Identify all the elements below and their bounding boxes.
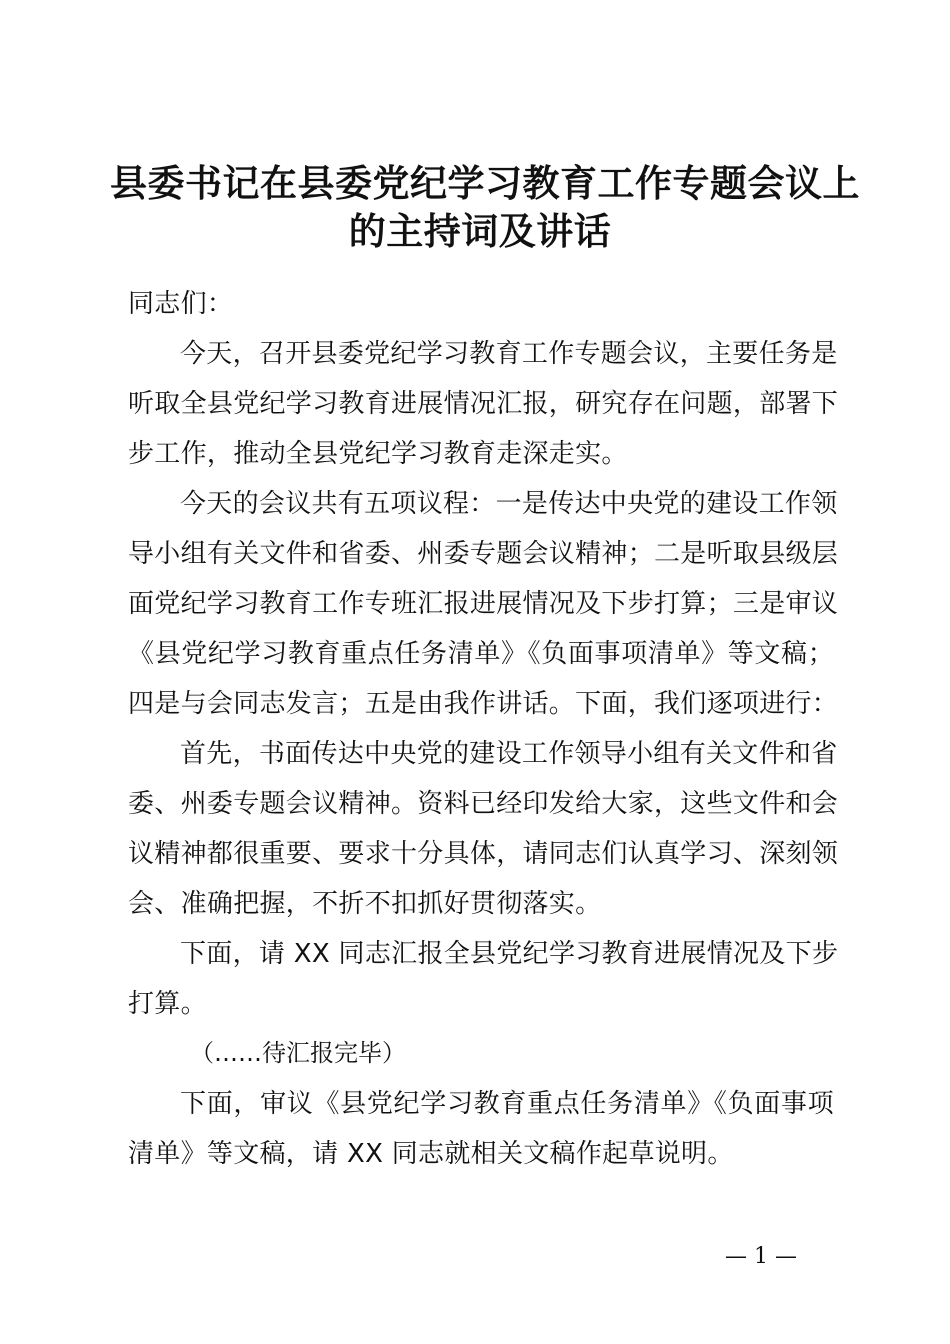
document-title-line-2: 的主持词及讲话 <box>348 210 612 253</box>
paragraph-line: 听取全县党纪学习教育进展情况汇报，研究存在问题，部署下 <box>128 389 839 419</box>
paragraph-line: 下面，请 XX 同志汇报全县党纪学习教育进展情况及下步 <box>180 939 839 969</box>
paragraph-line: 首先，书面传达中央党的建设工作领导小组有关文件和省 <box>180 739 838 769</box>
bracket-note: （……待汇报完毕） <box>190 1039 406 1067</box>
paragraph-line: 下面，审议《县党纪学习教育重点任务清单》《负面事项 <box>180 1089 834 1119</box>
paragraph-line: 会、准确把握，不折不扣抓好贯彻落实。 <box>128 889 602 919</box>
paragraph-line: 打算。 <box>128 989 207 1019</box>
paragraph-line: 委、州委专题会议精神。资料已经印发给大家，这些文件和会 <box>128 789 839 819</box>
page-number: — 1 — <box>725 1244 797 1269</box>
paragraph-line: 导小组有关文件和省委、州委专题会议精神；二是听取县级层 <box>128 539 839 569</box>
paragraph-line: 今天，召开县委党纪学习教育工作专题会议，主要任务是 <box>180 339 838 369</box>
paragraph-line: 清单》等文稿，请 XX 同志就相关文稿作起草说明。 <box>128 1139 734 1169</box>
document-title-line-1: 县委书记在县委党纪学习教育工作专题会议上 <box>110 162 860 205</box>
paragraph-line: 步工作，推动全县党纪学习教育走深走实。 <box>128 439 628 469</box>
paragraph-line: 今天的会议共有五项议程：一是传达中央党的建设工作领 <box>180 489 838 519</box>
paragraph-line: 四是与会同志发言；五是由我作讲话。下面，我们逐项进行： <box>128 689 839 719</box>
salutation: 同志们： <box>128 289 234 319</box>
paragraph-line: 议精神都很重要、要求十分具体，请同志们认真学习、深刻领 <box>128 839 839 869</box>
paragraph-line: 《县党纪学习教育重点任务清单》《负面事项清单》等文稿； <box>128 639 834 669</box>
paragraph-line: 面党纪学习教育工作专班汇报进展情况及下步打算；三是审议 <box>128 589 839 619</box>
